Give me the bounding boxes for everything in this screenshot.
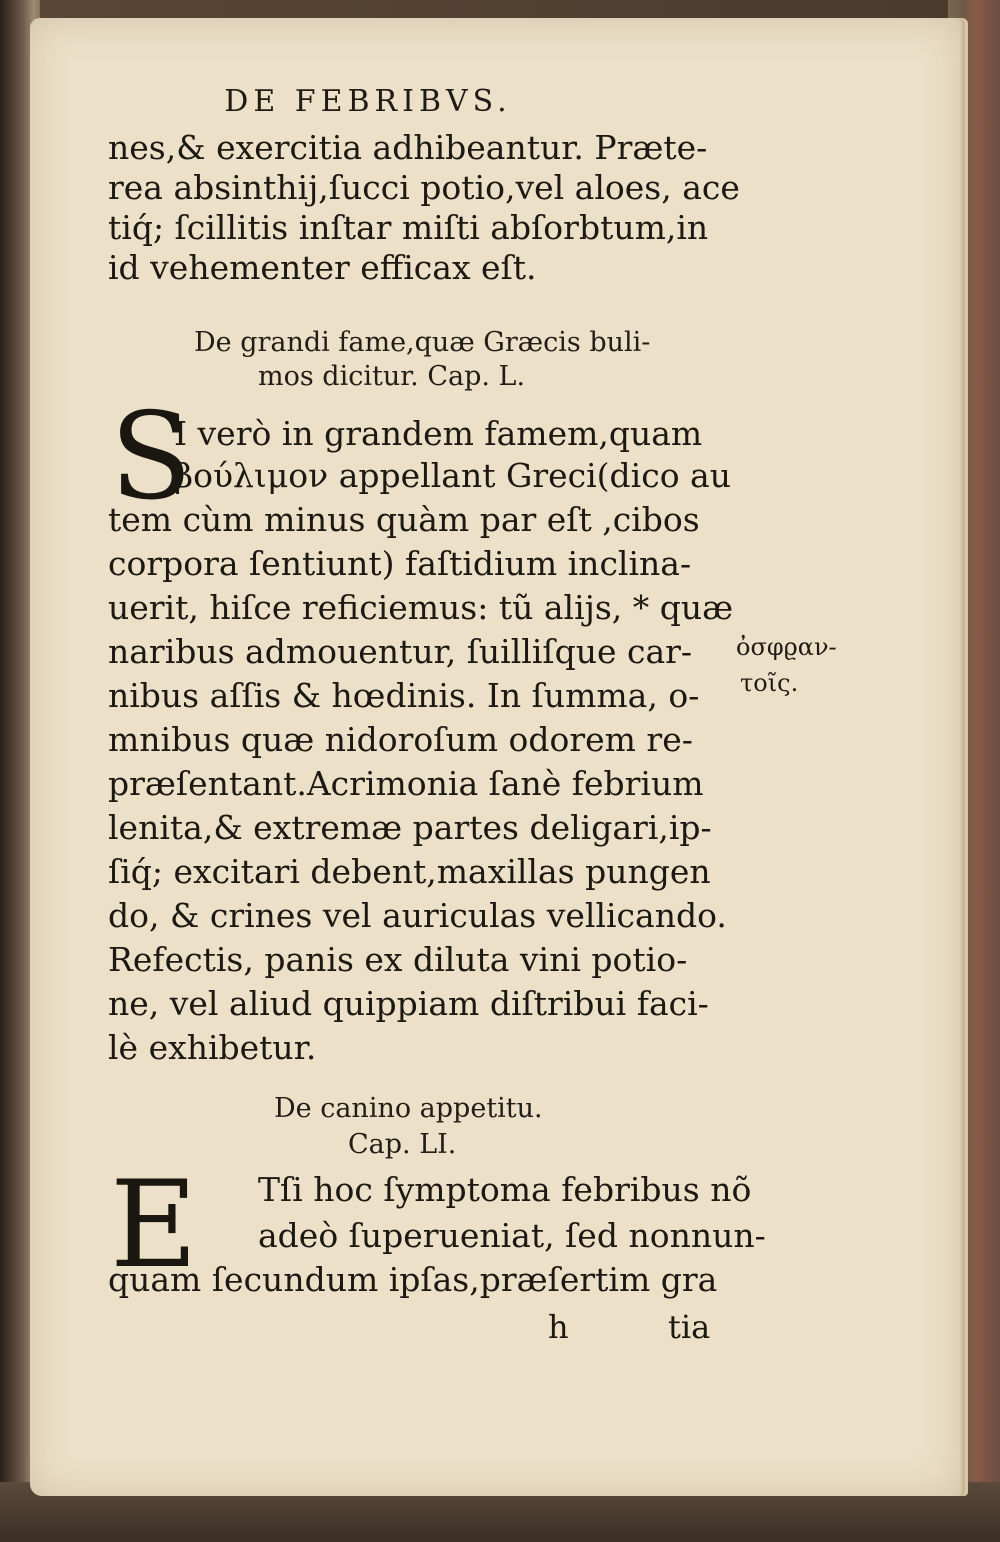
text-line: nes,& exercitia adhibeantur. Præte- [108, 128, 708, 167]
text-line: corpora ſentiunt) faſtidium inclina- [108, 544, 692, 583]
running-head: DE FEBRIBVS. [224, 84, 512, 119]
drop-cap: E [110, 1156, 198, 1295]
text-line: do, & crines vel auriculas vellicando. [108, 896, 727, 935]
chapter-heading: Cap. LI. [348, 1129, 457, 1160]
text-line: uerit, hiſce reficiemus: tũ alijs, * quæ [108, 588, 734, 627]
text-line: Tſi hoc ſymptoma febribus nõ [258, 1170, 752, 1209]
text-line: mnibus quæ nidoroſum odorem re- [108, 720, 693, 759]
margin-note: ὀσφϱαν- [736, 633, 837, 661]
text-line: id vehementer efficax eſt. [108, 248, 537, 287]
chapter-heading: De grandi fame,quæ Græcis buli- [194, 327, 651, 358]
text-line: βούλιμον appellant Greci(dico au [174, 456, 731, 495]
text-line: lè exhibetur. [108, 1028, 317, 1067]
page [30, 18, 960, 1496]
text-line: nibus aſſis & hœdinis. In ſumma, o- [108, 676, 700, 715]
text-line: præſentant.Acrimonia ſanè febrium [108, 764, 704, 803]
text-line: lenita,& extremæ partes deligari,ip- [108, 808, 712, 847]
text-line: I verò in grandem famem,quam [174, 414, 703, 453]
signature-mark: h [548, 1308, 569, 1346]
text-line: ne, vel aliud quippiam diſtribui faci- [108, 984, 709, 1023]
catchword: tia [668, 1308, 711, 1346]
text-line: tem cùm minus quàm par eſt ,cibos [108, 500, 700, 539]
text-line: tiq́; ſcillitis inſtar miſti abſorbtum,in [108, 208, 709, 247]
text-line: rea absinthij,ſucci potio,vel aloes, ace [108, 168, 740, 207]
chapter-heading: De canino appetitu. [274, 1093, 543, 1124]
text-line: ſiq́; excitari debent,maxillas pungen [108, 852, 711, 891]
drop-cap: S [110, 388, 193, 527]
chapter-heading: mos dicitur. Cap. L. [258, 361, 526, 392]
text-line: naribus admouentur, ſuilliſque car- [108, 632, 693, 671]
text-line: Refectis, panis ex diluta vini potio- [108, 940, 688, 979]
margin-note: τοῖς. [740, 669, 799, 697]
text-line: adeò ſuperueniat, ſed nonnun- [258, 1216, 766, 1255]
text-line: quam ſecundum ipſas,præſertim gra [108, 1260, 718, 1299]
